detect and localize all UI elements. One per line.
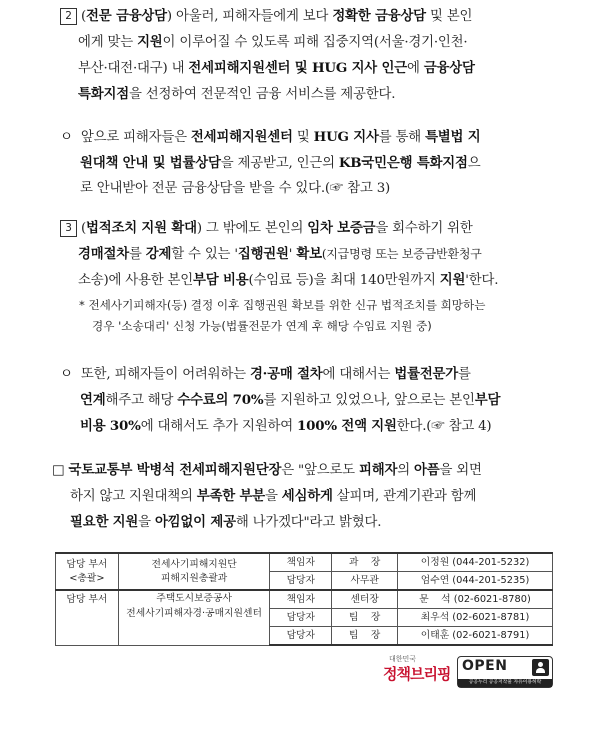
contact-person: 이정원 (044-201-5232) — [398, 553, 553, 572]
contact-person: 엄수연 (044-201-5235) — [398, 572, 553, 591]
contact-role: 담당자 — [270, 609, 332, 627]
dept-label: 담당 부서 <총괄> — [56, 553, 119, 590]
person-icon — [532, 659, 549, 676]
contact-title: 센터장 — [332, 590, 398, 609]
contact-person: 최우석 (02-6021-8781) — [398, 609, 553, 627]
dept-org: 주택도시보증공사 전세사기피해자경·공매지원센터 — [118, 590, 270, 645]
bullet-mark: ㅇ — [60, 130, 73, 145]
bullet-mark: ㅇ — [60, 367, 73, 382]
footnote-line-2: 경우 '소송대리' 신청 가능(법률전문가 연계 후 해당 수임료 지원 중) — [92, 319, 432, 333]
dept-label: 담당 부서 — [56, 590, 119, 645]
contact-role: 책임자 — [270, 553, 332, 572]
contact-title: 팀 장 — [332, 627, 398, 646]
contact-person: 이태훈 (02-6021-8791) — [398, 627, 553, 646]
policy-briefing-logo: 대한민국 정책브리핑 — [383, 655, 451, 683]
square-bullet: □ — [52, 463, 65, 478]
contact-role: 담당자 — [270, 627, 332, 646]
contact-role: 책임자 — [270, 590, 332, 609]
section-number-box: 2 — [60, 8, 77, 25]
footer-logos — [383, 654, 553, 688]
dept-org: 전세사기피해지원단 피해지원총괄과 — [118, 553, 270, 590]
footnote-line-1: * 전세사기피해자(등) 결정 이후 집행권원 확보를 위한 신규 법적조치를 희망하는 — [79, 298, 486, 312]
contact-title: 과 장 — [332, 553, 398, 572]
contact-table — [55, 552, 553, 646]
kogl-open-logo: OPEN 공공누리 공공저작물 자유이용허락 — [457, 656, 553, 688]
contact-person: 문 석 (02-6021-8780) — [398, 590, 553, 609]
contact-title: 사무관 — [332, 572, 398, 591]
section-number-box: 3 — [60, 220, 77, 237]
contact-title: 팀 장 — [332, 609, 398, 627]
contact-role: 담당자 — [270, 572, 332, 591]
